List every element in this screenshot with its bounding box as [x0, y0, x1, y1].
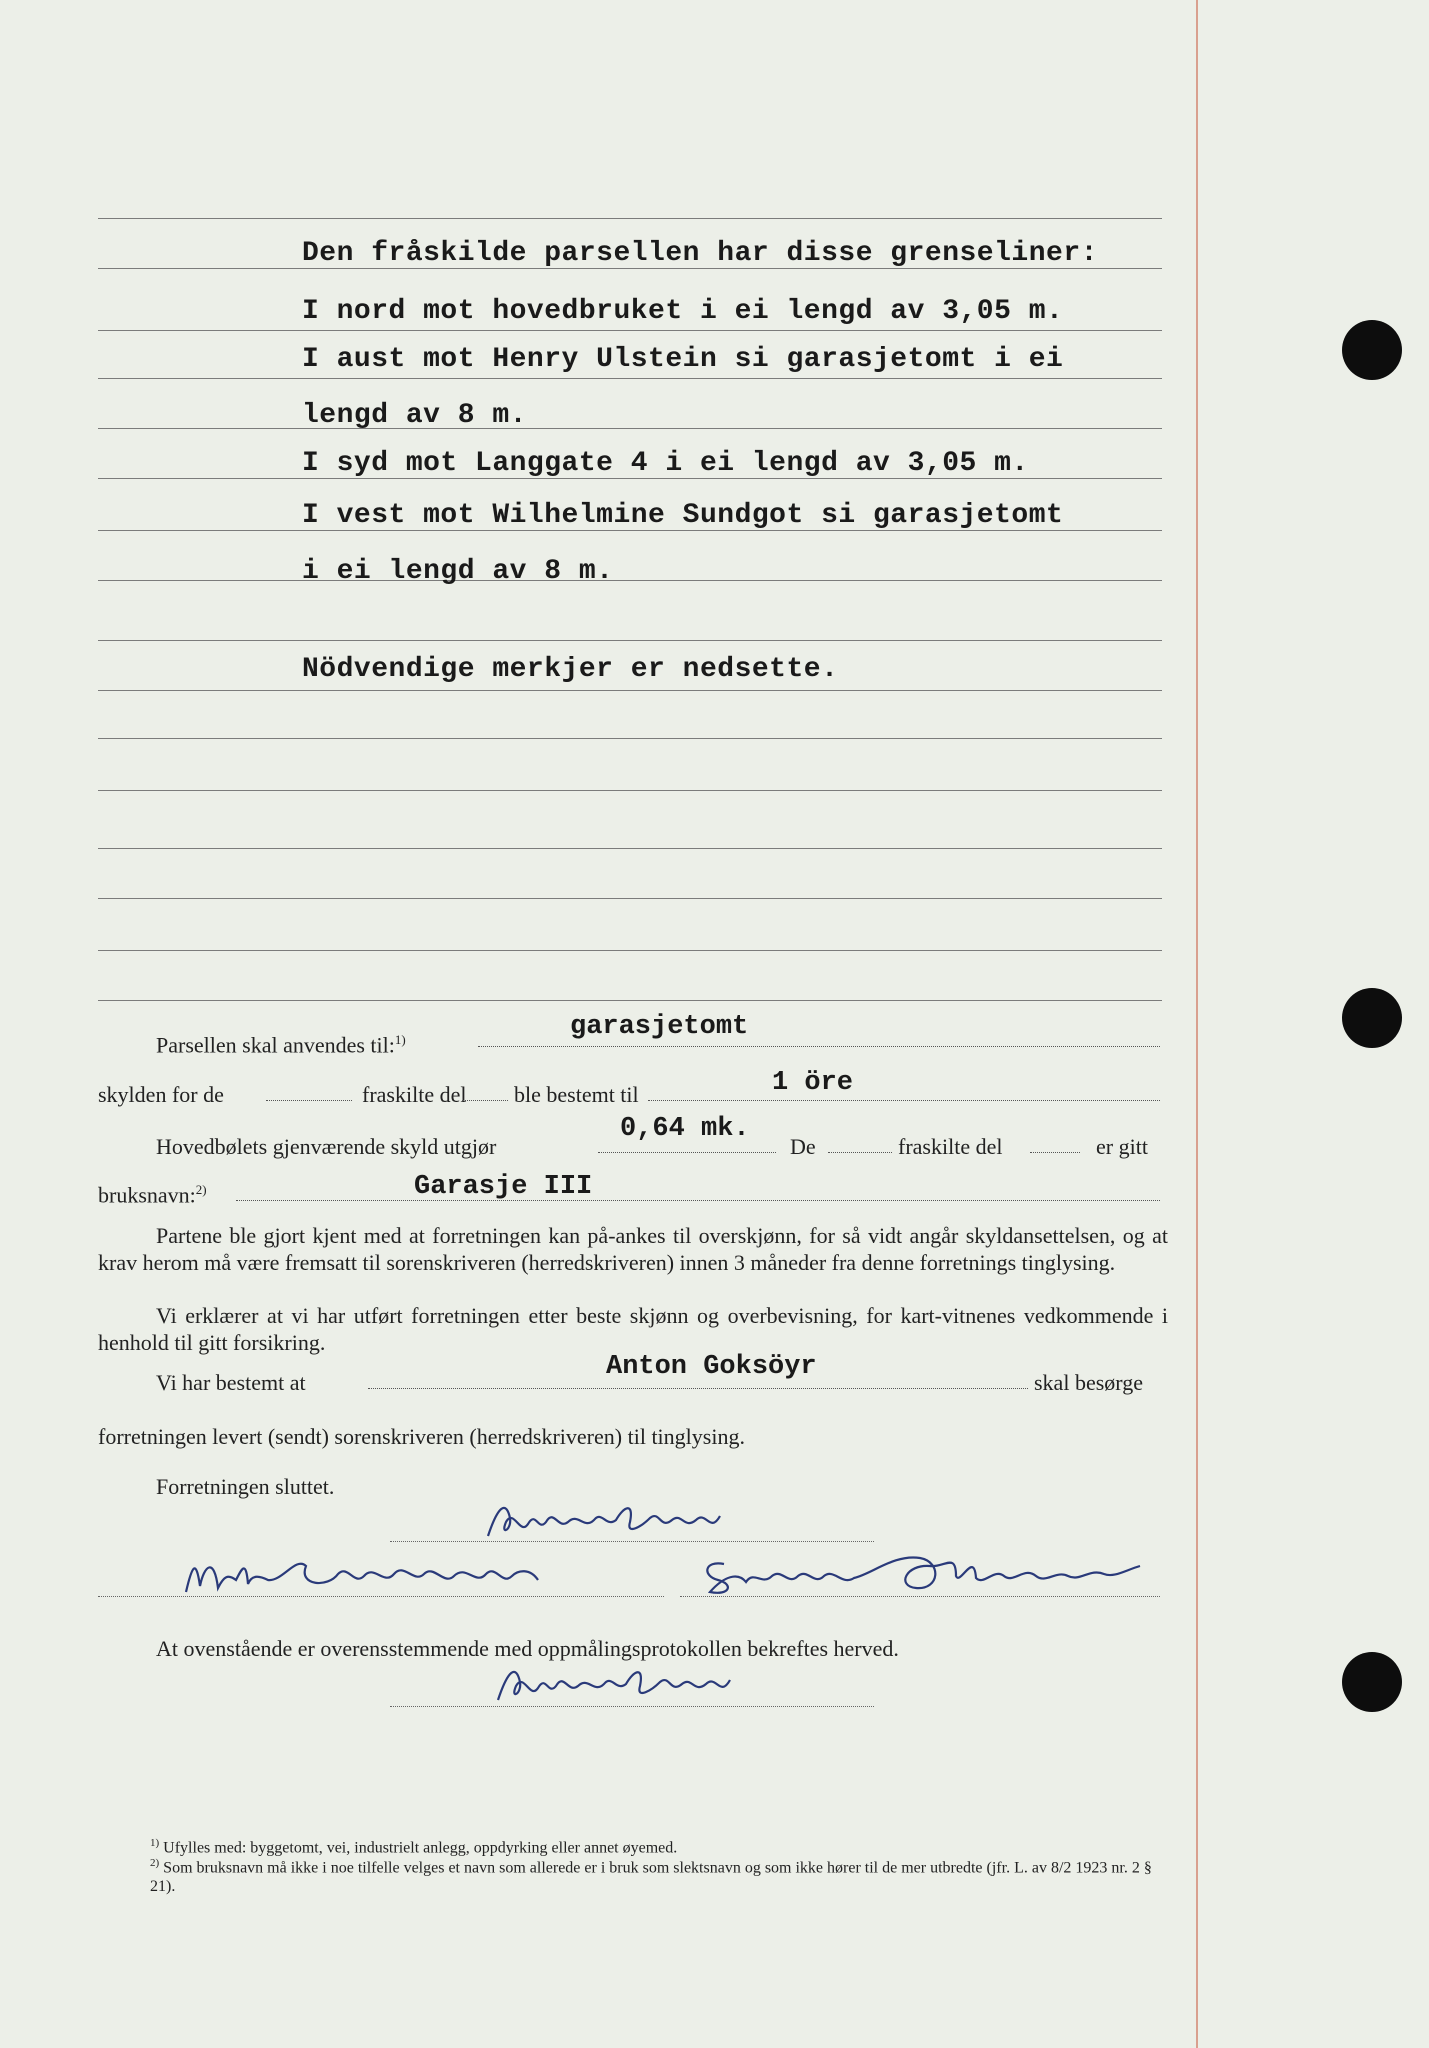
- boundary-west-cont: i ei lengd av 8 m.: [302, 556, 614, 587]
- ruled-line: [98, 790, 1162, 791]
- tax-value: 1 öre: [772, 1068, 854, 1098]
- boundary-heading: Den fråskilde parsellen har disse grenseliner:: [302, 238, 1098, 269]
- dotted-line: [368, 1388, 1028, 1389]
- boundary-east: I aust mot Henry Ulstein si garasjetomt i ei: [302, 344, 1064, 375]
- parcel-label-a: De: [790, 1134, 816, 1159]
- ruled-line: [98, 218, 1162, 219]
- boundary-south: I syd mot Langgate 4 i ei lengd av 3,05 m.: [302, 448, 1029, 479]
- punch-hole: [1342, 320, 1402, 380]
- ruled-line: [98, 378, 1162, 379]
- footnote-1: $^{1)}$ Ufylles med: byggetomt, vei, industrielt anlegg, oppdyrking eller annet øyemed.: [150, 1837, 678, 1857]
- ruled-line: [98, 738, 1162, 739]
- name-value: Garasje III: [414, 1172, 593, 1202]
- remaining-value: 0,64 mk.: [620, 1114, 750, 1144]
- certify-text: At ovenstående er overensstemmende med oppmålingsprotokollen bekreftes herved.: [156, 1636, 899, 1661]
- ruled-line: [98, 640, 1162, 641]
- markers-note: Nödvendige merkjer er nedsette.: [302, 654, 839, 685]
- signature-anton-goksoyr-certify: [494, 1660, 754, 1710]
- use-label: Parsellen skal anvendes til:$^{1)}$: [156, 1032, 406, 1058]
- dotted-line: [648, 1100, 1160, 1101]
- footnote-2: $^{2)}$ Som bruksnavn må ikke i noe tilfelle velges et navn som allerede er i bruk som slektsnavn og som ikke hører til de mer utbredte (jfr. L. av 8/2 1923 nr. 2 § 21).: [150, 1857, 1152, 1896]
- ruled-line: [98, 848, 1162, 849]
- delivery-text: forretningen levert (sendt) sorenskriveren (herredskriveren) til tinglysing.: [98, 1424, 745, 1449]
- dotted-line: [598, 1152, 776, 1153]
- dotted-line: [1030, 1152, 1080, 1153]
- tax-label-c: ble bestemt til: [514, 1082, 639, 1107]
- signature-nils: [178, 1546, 598, 1602]
- boundary-west: I vest mot Wilhelmine Sundgot si garasjetomt: [302, 500, 1064, 531]
- ruled-line: [98, 950, 1162, 951]
- tax-label-b: fraskilte del: [362, 1082, 467, 1107]
- use-value: garasjetomt: [570, 1012, 749, 1042]
- signature-anton-goksoyr: [484, 1496, 744, 1546]
- appoint-value: Anton Goksöyr: [606, 1352, 817, 1382]
- dotted-line: [266, 1100, 352, 1101]
- ruled-line: [98, 428, 1162, 429]
- dotted-line: [478, 1046, 1160, 1047]
- signature-sverre-ottesen: [694, 1546, 1154, 1602]
- ruled-line: [98, 690, 1162, 691]
- tax-label-a: skylden for de: [98, 1082, 224, 1107]
- boundary-east-cont: lengd av 8 m.: [302, 400, 527, 431]
- boundary-north: I nord mot hovedbruket i ei lengd av 3,05 m.: [302, 296, 1064, 327]
- remaining-label: Hovedbølets gjenværende skyld utgjør: [156, 1134, 497, 1159]
- punch-hole: [1342, 1652, 1402, 1712]
- appeal-paragraph: Partene ble gjort kjent med at forretningen kan på-ankes til overskjønn, for så vidt angår skyldansettelsen, og at krav herom må være fremsatt til sorenskriveren (herredskriveren) innen 3 måneder fra denne forretnings tinglysing.: [98, 1223, 1168, 1275]
- name-label: bruksnavn:$^{2)}$: [98, 1182, 207, 1208]
- ruled-line: [98, 1000, 1162, 1001]
- dotted-line: [828, 1152, 892, 1153]
- ruled-line: [98, 898, 1162, 899]
- parcel-label-b: fraskilte del: [898, 1134, 1003, 1159]
- punch-hole: [1342, 988, 1402, 1048]
- ruled-line: [98, 330, 1162, 331]
- ruled-line: [98, 580, 1162, 581]
- appoint-label: Vi har bestemt at: [156, 1370, 306, 1395]
- appoint-tail: skal besørge: [1034, 1370, 1143, 1395]
- declaration-paragraph: Vi erklærer at vi har utført forretningen etter beste skjønn og overbevisning, for kart-vitnenes vedkommende i henhold til gitt forsikring.: [98, 1303, 1168, 1355]
- ended-text: Forretningen sluttet.: [156, 1474, 335, 1499]
- dotted-line: [462, 1100, 508, 1101]
- margin-line: [1196, 0, 1198, 2048]
- dotted-line: [236, 1200, 1160, 1201]
- parcel-label-c: er gitt: [1096, 1134, 1148, 1159]
